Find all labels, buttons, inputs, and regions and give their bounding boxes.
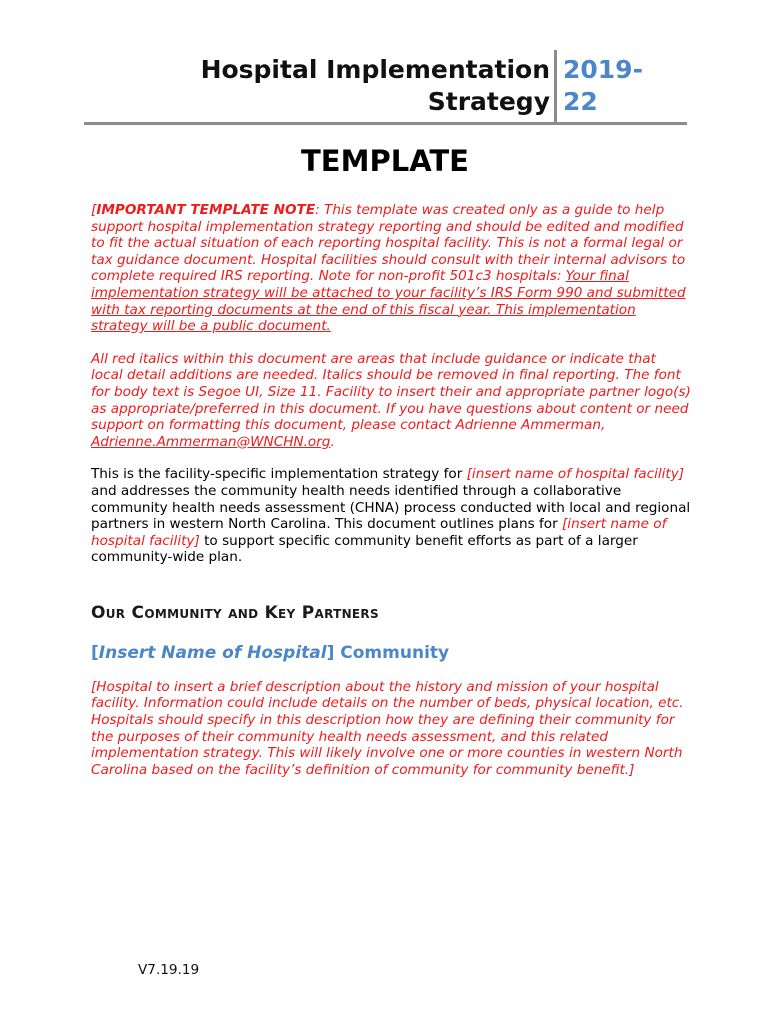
community-description: [Hospital to insert a brief description about the history and mission of your hospital facility. Information could include details on the number of beds, physical location, etc. Hospitals should specify in this description how they are defining their community for the purposes of their community health needs assessment, and this related implementation strategy. This will likely involve one or more counties in western North Carolina based on the facility’s definition of community for community benefit.] — [91, 678, 684, 778]
version-footer: V7.19.19 — [138, 962, 200, 978]
intro-paragraph — [91, 466, 691, 566]
note-label: IMPORTANT TEMPLATE NOTE — [96, 202, 316, 218]
intro-part-1: This is the facility-specific implementation strategy for — [91, 466, 467, 483]
document-body — [91, 202, 691, 778]
header-divider — [554, 50, 557, 122]
template-heading: TEMPLATE — [301, 144, 469, 178]
community-heading-end: ] Community — [326, 642, 450, 663]
important-note-paragraph — [91, 202, 691, 335]
document-title — [84, 54, 550, 118]
years-line-1: 2019- — [563, 55, 643, 84]
intro-placeholder-1: [insert name of hospital facility] — [466, 466, 685, 483]
contact-email-link[interactable]: Adrienne.Ammerman@WNCHN.org — [91, 433, 331, 450]
title-line-2: Strategy — [427, 87, 550, 116]
guidance-end: . — [330, 433, 335, 450]
document-header — [84, 50, 687, 125]
community-insert-name: Insert Name of Hospital — [98, 642, 327, 663]
section-heading: Our Community and Key Partners — [91, 602, 379, 623]
years-line-2: 22 — [563, 87, 598, 116]
community-heading — [91, 642, 691, 664]
community-open-bracket: [ — [91, 642, 99, 663]
note-open-bracket: [ — [91, 202, 97, 218]
document-years — [563, 54, 643, 118]
intro-part-3: to support specific community benefit efforts as part of a larger community-wide plan. — [91, 532, 638, 566]
note-underlined-text: Your final implementation strategy will be attached to your facility’s IRS Form 990 and submitted with tax reporting documents at the end of this fiscal year. This implementation strategy will be a public document. — [91, 268, 686, 335]
intro-placeholder-2: [insert name of hospital facility] — [91, 516, 667, 549]
guidance-paragraph — [91, 351, 691, 451]
intro-part-2: and addresses the community health needs identified through a collaborative community health needs assessment (CHNA) process conducted with local and regional partners in western North Carolina. This document outlines plans for — [91, 482, 691, 533]
note-body: : This template was created only as a guide to help support hospital implementation strategy reporting and should be edited and modified to fit the actual situation of each reporting hospital facility. This is not a formal legal or tax guidance document. Hospital facilities should consult with their internal advisors to complete required IRS reporting. Note for non-profit 501c3 hospitals: — [91, 202, 686, 285]
guidance-body: All red italics within this document are areas that include guidance or indicate that local detail additions are needed. Italics should be removed in final reporting. The font for body text is Segoe UI, Size 11. Facility to insert their and appropriate partner logo(s) as appropriate/preferred in this document. If you have questions about content or need support on formatting this document, please contact Adrienne Ammerman, — [91, 350, 691, 434]
title-line-1: Hospital Implementation — [200, 55, 550, 84]
